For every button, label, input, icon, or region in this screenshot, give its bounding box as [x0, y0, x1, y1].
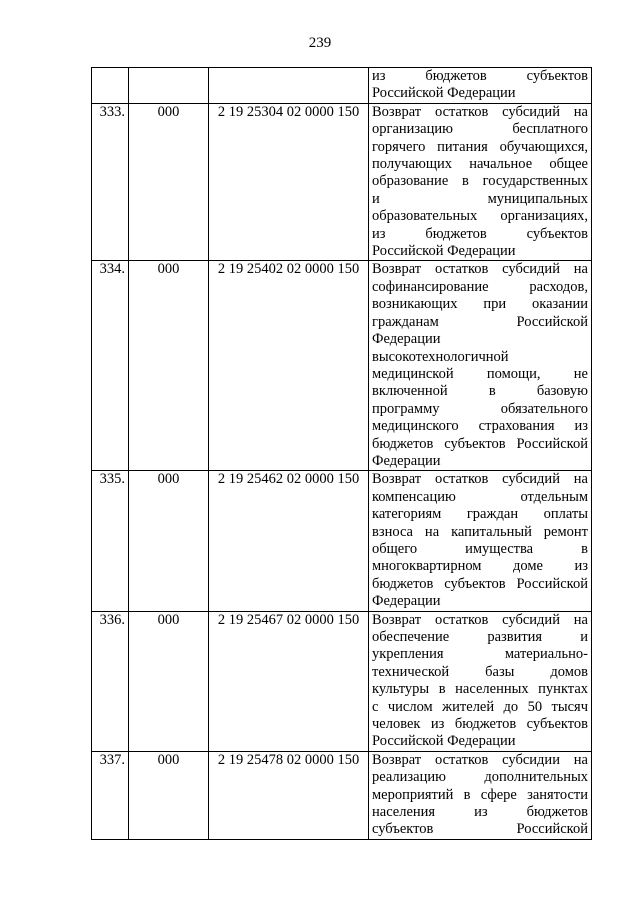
description-cell: [369, 611, 592, 751]
description-line: Возврат остатков субсидий на: [372, 261, 588, 278]
row-number-cell: 334.: [92, 261, 129, 471]
budget-code-cell: 2 19 25304 02 0000 150: [209, 103, 369, 261]
description-line: культуры в населенных пунктах: [372, 681, 588, 698]
budget-classification-table: [91, 67, 592, 840]
budget-code-cell: 2 19 25402 02 0000 150: [209, 261, 369, 471]
admin-code-cell: [129, 68, 209, 104]
description-line: Возврат остатков субсидий на: [372, 103, 588, 120]
description-line: Федерации: [372, 331, 441, 348]
description-line: взноса на капитальный ремонт: [372, 523, 588, 540]
description-cell: [369, 103, 592, 261]
description-line: человек из бюджетов субъектов: [372, 716, 588, 733]
description-line: образование в государственных: [372, 173, 588, 190]
description-line: многоквартирном доме из: [372, 558, 588, 575]
description-line: Российской Федерации: [372, 243, 516, 260]
table-row: [92, 68, 592, 104]
description-line: медицинского страхования из: [372, 418, 588, 435]
description-cell: [369, 751, 592, 839]
description-line: технической базы домов: [372, 663, 588, 680]
description-line: реализацию дополнительных: [372, 769, 588, 786]
description-line: и муниципальных: [372, 190, 588, 207]
page-number: 239: [308, 35, 332, 51]
admin-code-cell: 000: [129, 751, 209, 839]
budget-code-cell: 2 19 25478 02 0000 150: [209, 751, 369, 839]
description-line: образовательных организациях,: [372, 208, 588, 225]
row-number-cell: 337.: [92, 751, 129, 839]
description-cell: [369, 261, 592, 471]
description-line: бюджетов субъектов Российской: [372, 575, 588, 592]
description-line: софинансирование расходов,: [372, 278, 588, 295]
description-line: общего имущества в: [372, 540, 588, 557]
description-line: населения из бюджетов: [372, 804, 588, 821]
table-body: [92, 68, 592, 840]
budget-code-cell: 2 19 25467 02 0000 150: [209, 611, 369, 751]
description-line: горячего питания обучающихся,: [372, 138, 588, 155]
description-line: Возврат остатков субсидий на: [372, 471, 588, 488]
description-line: возникающих при оказании: [372, 296, 588, 313]
description-line: Российской Федерации: [372, 733, 516, 750]
admin-code-cell: 000: [129, 261, 209, 471]
description-line: бюджетов субъектов Российской: [372, 435, 588, 452]
description-line: включенной в базовую: [372, 383, 588, 400]
description-line: категориям граждан оплаты: [372, 506, 588, 523]
admin-code-cell: 000: [129, 611, 209, 751]
description-line: укрепления материально-: [372, 646, 588, 663]
row-number-cell: 333.: [92, 103, 129, 261]
table-row: [92, 261, 592, 471]
description-line: компенсацию отдельным: [372, 488, 588, 505]
description-line: программу обязательного: [372, 400, 588, 417]
table-row: [92, 751, 592, 839]
description-line: обеспечение развития и: [372, 629, 588, 645]
table-row: [92, 471, 592, 611]
description-line: мероприятий в сфере занятости: [372, 786, 588, 803]
description-line: организацию бесплатного: [372, 121, 588, 138]
description-line: Российской Федерации: [372, 85, 516, 102]
budget-code-cell: [209, 68, 369, 104]
description-line: гражданам Российской: [372, 313, 588, 330]
description-line: из бюджетов субъектов: [372, 68, 588, 84]
row-number-cell: 335.: [92, 471, 129, 611]
budget-code-cell: 2 19 25462 02 0000 150: [209, 471, 369, 611]
admin-code-cell: 000: [129, 471, 209, 611]
description-line: высокотехнологичной: [372, 348, 509, 365]
admin-code-cell: 000: [129, 103, 209, 261]
table-row: [92, 611, 592, 751]
description-line: из бюджетов субъектов: [372, 225, 588, 242]
description-line: Федерации: [372, 452, 441, 469]
description-line: субъектов Российской: [372, 821, 588, 838]
description-line: Возврат остатков субсидии на: [372, 751, 588, 768]
table-row: [92, 103, 592, 261]
description-line: получающих начальное общее: [372, 156, 588, 173]
description-cell: [369, 68, 592, 104]
description-line: Возврат остатков субсидий на: [372, 611, 588, 628]
description-line: медицинской помощи, не: [372, 365, 588, 382]
description-cell: [369, 471, 592, 611]
row-number-cell: [92, 68, 129, 104]
row-number-cell: 336.: [92, 611, 129, 751]
description-line: Федерации: [372, 593, 441, 610]
description-line: с числом жителей до 50 тысяч: [372, 698, 588, 715]
